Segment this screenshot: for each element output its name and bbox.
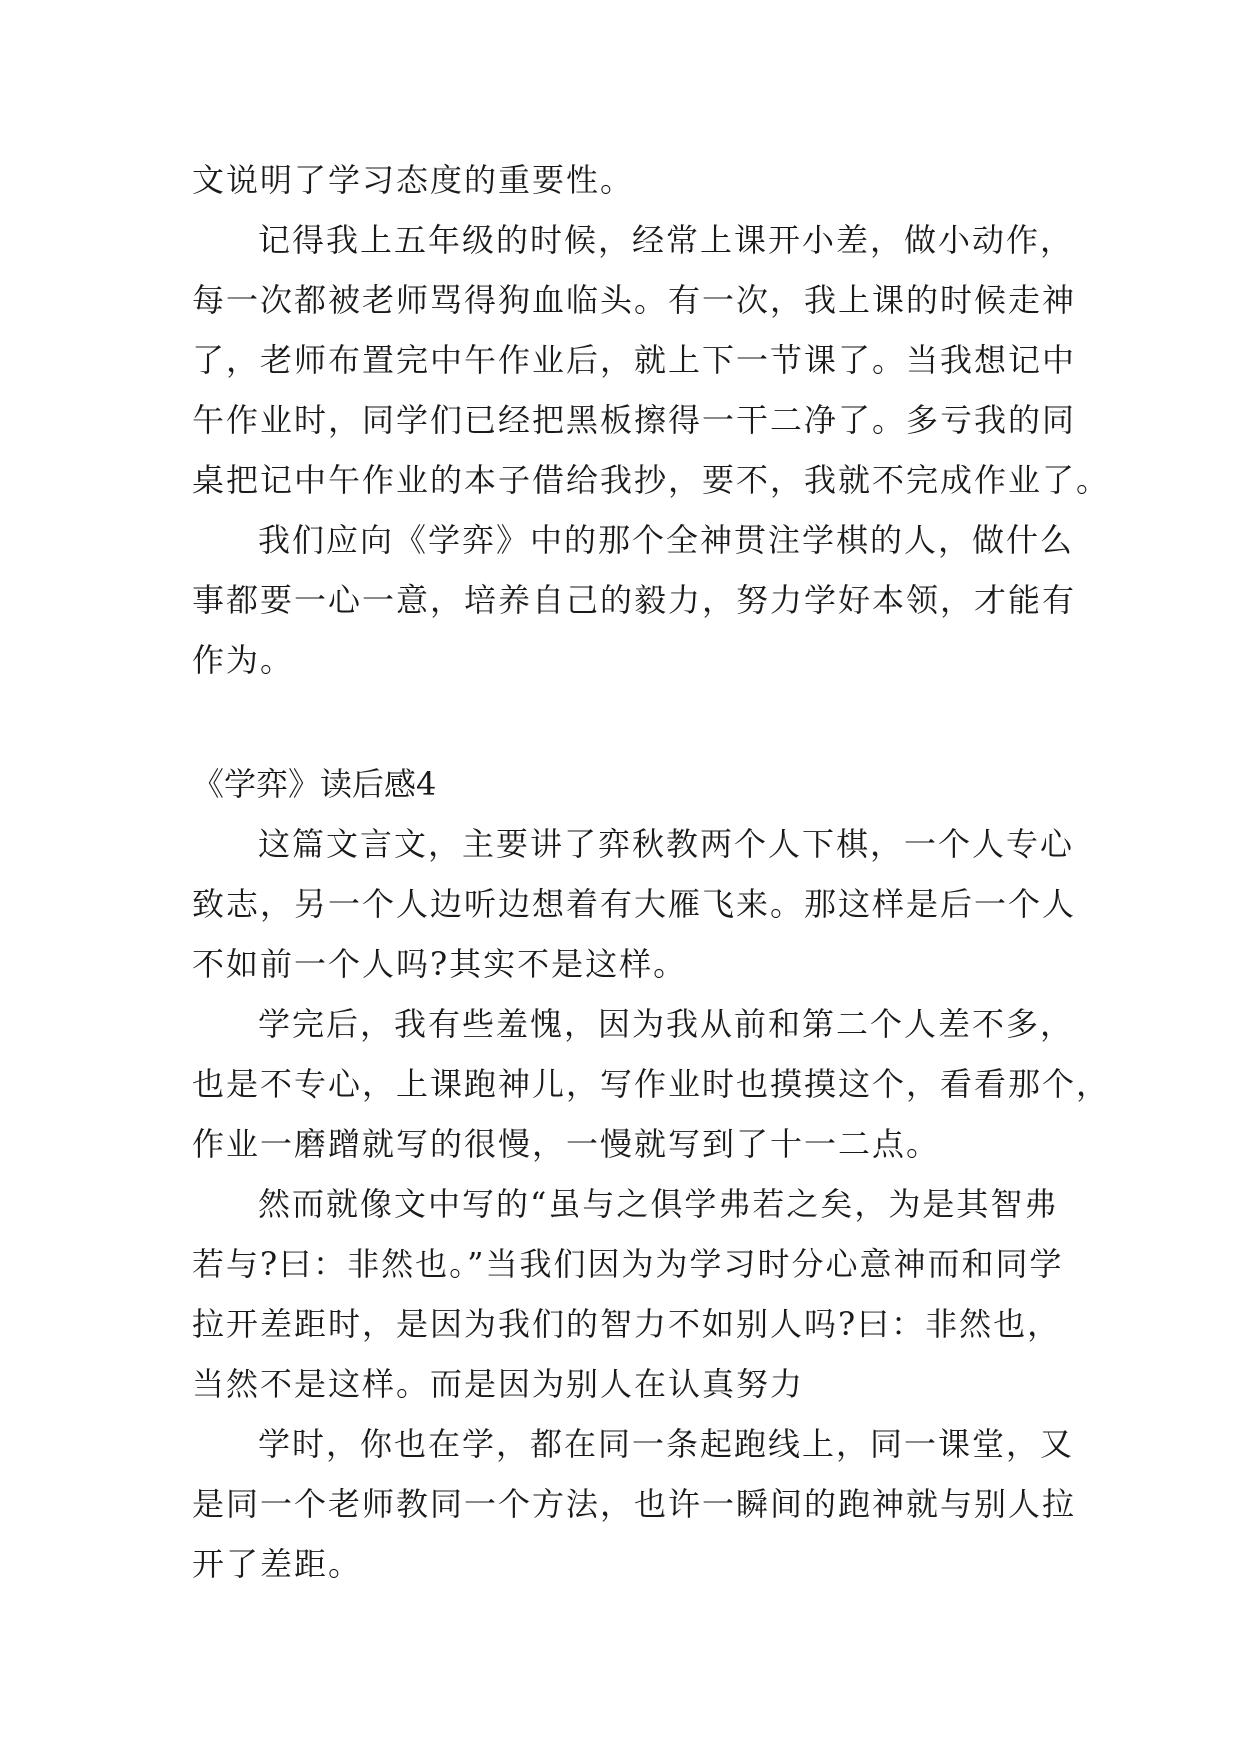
document-page <box>192 150 1111 1594</box>
paragraph-line: 当然不是这样。而是因为别人在认真努力 <box>192 1365 805 1403</box>
paragraph-line: 也是不专心，上课跑神儿，写作业时也摸摸这个，看看那个， <box>192 1065 1111 1103</box>
paragraph-line: 午作业时，同学们已经把黑板擦得一干二净了。多亏我的同 <box>192 401 1077 439</box>
paragraph-line: 学完后，我有些羞愧，因为我从前和第二个人差不多， <box>258 1005 1075 1043</box>
paragraph-line: 文说明了学习态度的重要性。 <box>192 161 635 199</box>
paragraph-line: 然而就像文中写的“虽与之俱学弗若之矣，为是其智弗 <box>258 1185 1059 1223</box>
paragraph-line: 作为。 <box>192 641 295 679</box>
paragraph-line: 是同一个老师教同一个方法，也许一瞬间的跑神就与别人拉 <box>192 1485 1077 1523</box>
paragraph-line: 不如前一个人吗?其实不是这样。 <box>192 945 688 983</box>
paragraph-line: 记得我上五年级的时候，经常上课开小差，做小动作， <box>258 221 1075 259</box>
paragraph-line: 我们应向《学弈》中的那个全神贯注学棋的人，做什么 <box>258 521 1075 559</box>
paragraph-line: 致志，另一个人边听边想着有大雁飞来。那这样是后一个人 <box>192 885 1077 923</box>
paragraph-line: 拉开差距时，是因为我们的智力不如别人吗?曰：非然也， <box>192 1305 1062 1343</box>
section-gap <box>192 690 1072 754</box>
paragraph-line: 这篇文言文，主要讲了弈秋教两个人下棋，一个人专心 <box>258 825 1075 863</box>
paragraph-line: 桌把记中午作业的本子借给我抄，要不，我就不完成作业了。 <box>192 461 1111 499</box>
paragraph-line: 每一次都被老师骂得狗血临头。有一次，我上课的时候走神 <box>192 281 1077 319</box>
paragraph-line: 了，老师布置完中午作业后，就上下一节课了。当我想记中 <box>192 341 1077 379</box>
paragraph-line: 开了差距。 <box>192 1545 363 1583</box>
paragraph-line: 若与?曰：非然也。”当我们因为为学习时分心意神而和同学 <box>192 1245 1064 1283</box>
paragraph-line: 学时，你也在学，都在同一条起跑线上，同一课堂，又 <box>258 1425 1075 1463</box>
paragraph-line: 事都要一心一意，培养自己的毅力，努力学好本领，才能有 <box>192 581 1077 619</box>
paragraph-line: 作业一磨蹭就写的很慢，一慢就写到了十一二点。 <box>192 1125 941 1163</box>
section-heading: 《学弈》读后感4 <box>192 765 437 803</box>
